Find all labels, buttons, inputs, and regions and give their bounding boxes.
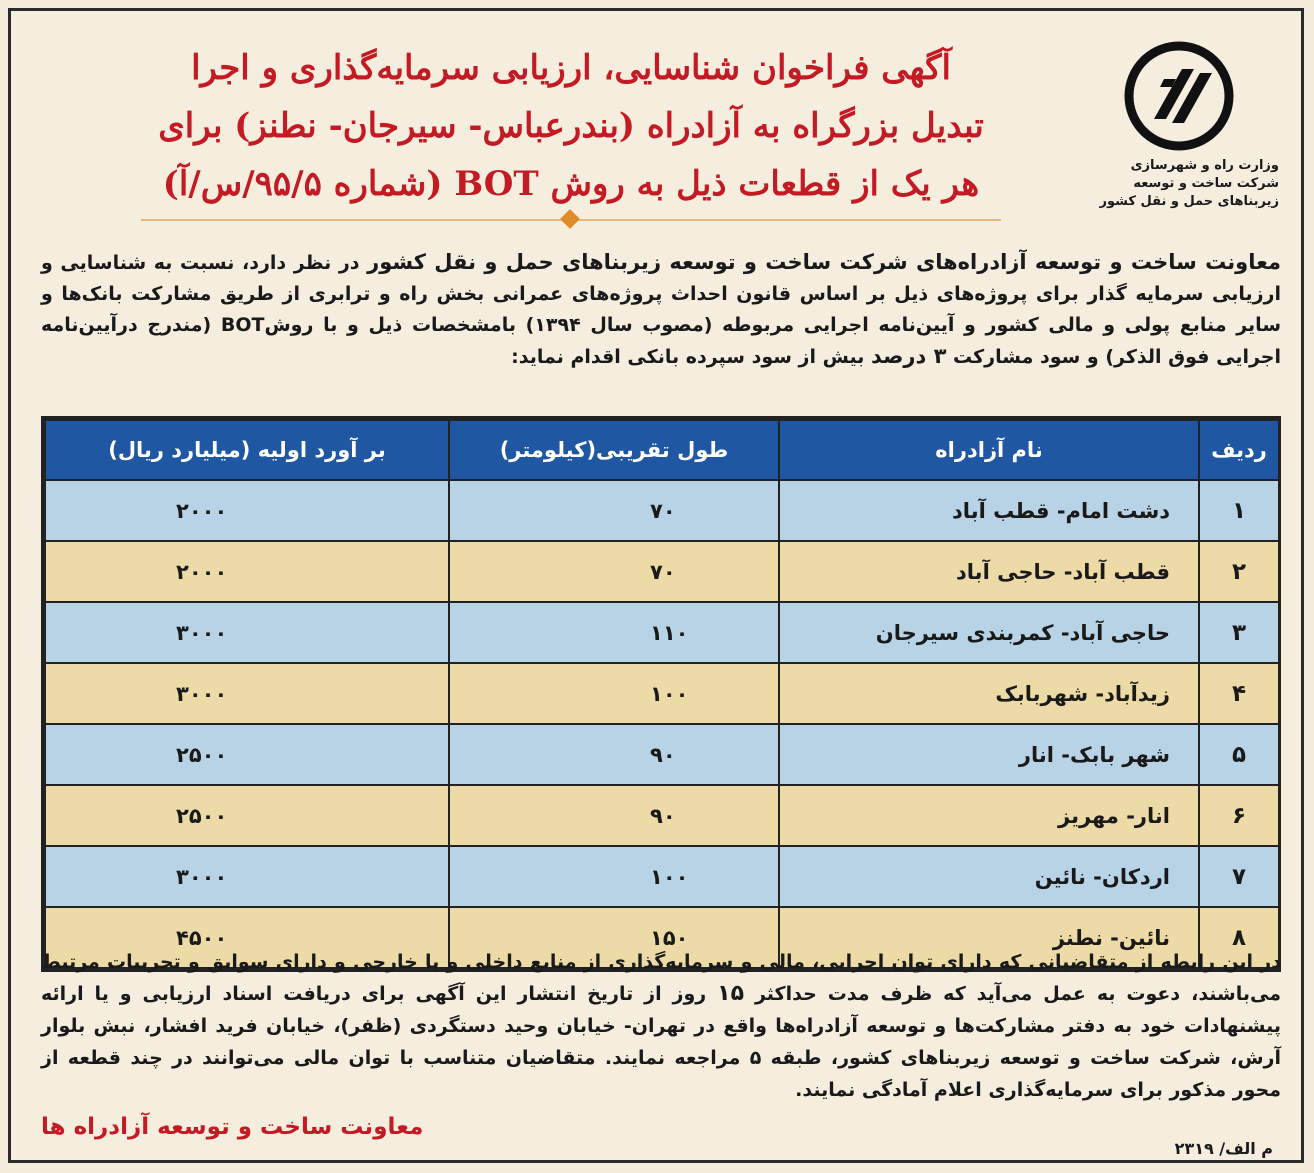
cell-name: قطب آباد- حاجی آباد (779, 541, 1199, 602)
table-row (45, 541, 1279, 602)
intro-part2: (مندرج درآیین‌نامه اجرایی فوق الذکر) و سود مشارکت (41, 314, 1281, 368)
ad-title (51, 39, 1091, 213)
cell-length: ۷۰ (449, 541, 779, 602)
header-length: طول تقریبی(کیلومتر) (449, 420, 779, 480)
ad-code: م الف/ ۲۳۱۹ (1174, 1139, 1273, 1158)
cell-row: ۳ (1199, 602, 1279, 663)
cell-length: ۱۰۰ (449, 846, 779, 907)
intro-bot: BOT (220, 314, 265, 336)
freeway-table-grid (44, 419, 1280, 969)
cell-cost: ۴۵۰۰ (45, 907, 449, 968)
cell-length: ۱۵۰ (449, 907, 779, 968)
table-row (45, 846, 1279, 907)
ministry-logo-icon (1124, 41, 1234, 151)
title-line3: هر یک از قطعات ذیل به روش BOT (شماره ۹۵/۵/س/آ) (162, 164, 980, 204)
table-row (45, 480, 1279, 541)
title-line1: آگهی فراخوان شناسایی، ارزیابی سرمایه‌گذاری و اجرا (191, 48, 951, 88)
cell-row: ۱ (1199, 480, 1279, 541)
intro-paragraph (41, 247, 1281, 373)
title-line2: تبدیل بزرگراه به آزادراه (بندرعباس- سیرجان- نطنز) برای (158, 106, 984, 146)
cell-row: ۴ (1199, 663, 1279, 724)
closing-part1: در این رابطه از متقاضیانی که دارای توان اجرایی، مالی و سرمایه‌گذاری از منابع داخلی و یا خارجی و دارای سوابق و تجربیات مرتبط می‌باشند، دعوت به عمل می‌آید که ظرف مدت حداکثر (41, 951, 1281, 1005)
intro-part1: در نظر دارد، نسبت به شناسایی و ارزیابی سرمایه گذار برای پروژه‌های ذیل بر اساس قانون احداث پروژه‌های عمرانی بخش راه و ترابری از طریق مشارکت بانک‌ها و سایر منابع پولی و مالی کشور و آیین‌نامه اجرایی مربوطه (مصوب سال ۱۳۹۴) بامشخصات ذیل و با روش (41, 252, 1281, 336)
cell-length: ۷۰ (449, 480, 779, 541)
cell-name: دشت امام- قطب آباد (779, 480, 1199, 541)
header (11, 11, 1301, 241)
cell-row: ۸ (1199, 907, 1279, 968)
header-cost: بر آورد اولیه (میلیارد ریال) (45, 420, 449, 480)
cell-cost: ۲۰۰۰ (45, 480, 449, 541)
cell-cost: ۲۰۰۰ (45, 541, 449, 602)
cell-cost: ۳۰۰۰ (45, 602, 449, 663)
cell-cost: ۳۰۰۰ (45, 846, 449, 907)
table-row (45, 785, 1279, 846)
cell-name: اردکان- نائین (779, 846, 1199, 907)
table-row (45, 602, 1279, 663)
cell-name: حاجی آباد- کمربندی سیرجان (779, 602, 1199, 663)
cell-length: ۹۰ (449, 724, 779, 785)
cell-row: ۲ (1199, 541, 1279, 602)
cell-name: شهر بابک- انار (779, 724, 1199, 785)
cell-name: زیدآباد- شهربابک (779, 663, 1199, 724)
ministry-name-line1: وزارت راه و شهرسازی (1130, 158, 1279, 173)
closing-paragraph (41, 946, 1281, 1106)
cell-length: ۹۰ (449, 785, 779, 846)
header-row-number: ردیف (1199, 420, 1279, 480)
cell-length: ۱۰۰ (449, 663, 779, 724)
header-freeway-name: نام آزادراه (779, 420, 1199, 480)
freeway-table (41, 416, 1281, 972)
ministry-name-line2: شرکت ساخت و توسعه (1133, 176, 1279, 191)
signature: معاونت ساخت و توسعه آزادراه ها (41, 1114, 424, 1140)
cell-cost: ۲۵۰۰ (45, 724, 449, 785)
advertisement-page (8, 8, 1304, 1163)
cell-row: ۵ (1199, 724, 1279, 785)
cell-cost: ۲۵۰۰ (45, 785, 449, 846)
table-header-row (45, 420, 1279, 480)
table-row (45, 724, 1279, 785)
cell-length: ۱۱۰ (449, 602, 779, 663)
cell-row: ۷ (1199, 846, 1279, 907)
cell-name: انار- مهریز (779, 785, 1199, 846)
table-row (45, 663, 1279, 724)
intro-lead: معاونت ساخت و توسعه آزادراه‌های شرکت ساخت و توسعه زیربناهای حمل و نقل کشور (367, 250, 1281, 274)
cell-cost: ۳۰۰۰ (45, 663, 449, 724)
intro-percent: ۳ درصد (870, 344, 947, 368)
cell-name: نائین- نطنز (779, 907, 1199, 968)
closing-days: ۱۵ (717, 981, 745, 1006)
intro-part3: بیش از سود سپرده بانکی اقدام نماید: (511, 346, 871, 368)
closing-part2: روز از تاریخ انتشار این آگهی برای دریافت اسناد ارزیابی و یا ارائه پیشنهادات خود به دفتر مشارکت‌ها و توسعه آزادراه‌ها واقع در تهران- خیابان وحید دستگردی (ظفر)، خیابان فرید افشار، نبش بلوار آرش، شرکت ساخت و توسعه زیربناهای کشور، طبقه ۵ مراجعه نمایند. متقاضیان متناسب با توان مالی می‌توانند در چند قطعه از محور مذکور برای سرمایه‌گذاری اعلام آمادگی نمایند. (41, 983, 1281, 1101)
ministry-name (1079, 157, 1279, 211)
ministry-name-line3: زیربناهای حمل و نقل کشور (1099, 194, 1279, 209)
ministry-logo (1079, 41, 1279, 211)
cell-row: ۶ (1199, 785, 1279, 846)
